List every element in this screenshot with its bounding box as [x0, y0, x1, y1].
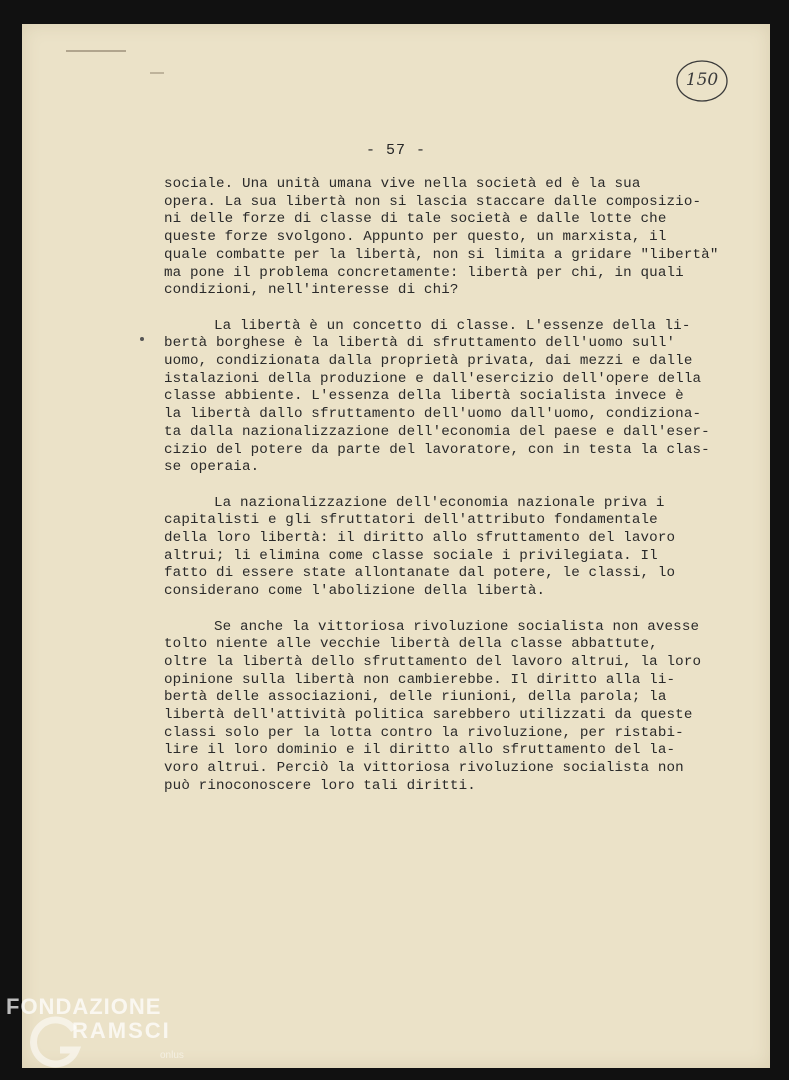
text-line: altrui; li elimina come classe sociale i privilegiata. Il — [164, 547, 658, 564]
text-line: cizio del potere da parte del lavoratore, con in testa la clas- — [164, 441, 710, 458]
paragraph — [164, 176, 764, 300]
paragraph — [164, 318, 764, 477]
text-line: lire il loro dominio e il diritto allo sfruttamento del la- — [164, 742, 676, 759]
document-page — [22, 24, 770, 1068]
text-line: la libertà dallo sfruttamento dell'uomo dall'uomo, condiziona- — [164, 406, 702, 423]
text-line: ta dalla nazionalizzazione dell'economia del paese e dall'eser- — [164, 423, 710, 440]
text-line: libertà dell'attività politica sarebbero utilizzati da queste — [164, 707, 693, 724]
text-line: classi solo per la lotta contro la rivoluzione, per ristabi- — [164, 724, 684, 741]
paragraph — [164, 619, 764, 796]
folio-number: 150 — [685, 70, 719, 90]
text-line: queste forze svolgono. Appunto per questo, un marxista, il — [164, 229, 667, 246]
text-line: ni delle forze di classe di tale società e dalle lotte che — [164, 211, 667, 228]
text-line: bertà delle associazioni, delle riunioni, della parola; la — [164, 689, 667, 706]
text-line: bertà borghese è la libertà di sfruttamento dell'uomo sull' — [164, 335, 676, 352]
text-line: oltre la libertà dello sfruttamento del lavoro altrui, la loro — [164, 653, 702, 670]
text-line: Se anche la vittoriosa rivoluzione socialista non avesse — [214, 618, 700, 635]
text-line: considerano come l'abolizione della libertà. — [164, 583, 546, 600]
watermark-line2: RAMSCI — [72, 1018, 171, 1043]
folio-stamp — [674, 58, 730, 104]
watermark-sub: onlus — [160, 1050, 184, 1061]
text-line: capitalisti e gli sfruttatori dell'attributo fondamentale — [164, 512, 658, 529]
text-line: quale combatte per la libertà, non si limita a gridare "libertà" — [164, 246, 719, 263]
text-line: La nazionalizzazione dell'economia nazionale priva i — [214, 494, 665, 511]
text-line: uomo, condizionata dalla proprietà privata, dai mezzi e dalle — [164, 353, 693, 370]
text-line: della loro libertà: il diritto allo sfruttamento del lavoro — [164, 530, 676, 547]
text-line: fatto di essere state allontanate dal potere, le classi, lo — [164, 565, 676, 582]
text-line: voro altrui. Perciò la vittoriosa rivoluzione socialista non — [164, 760, 684, 777]
text-line: opinione sulla libertà non cambierebbe. Il diritto alla li- — [164, 671, 676, 688]
text-line: opera. La sua libertà non si lascia staccare dalle composizio- — [164, 193, 702, 210]
watermark-line1: FONDAZIONE — [6, 994, 162, 1019]
ink-smudge — [150, 72, 164, 74]
fondazione-gramsci-watermark — [0, 990, 220, 1080]
text-line: può rinoconoscere loro tali diritti. — [164, 777, 476, 794]
text-line: sociale. Una unità umana vive nella società ed è la sua — [164, 176, 641, 192]
text-line: La libertà è un concetto di classe. L'essenze della li- — [214, 317, 691, 334]
paragraph — [164, 495, 764, 601]
stray-mark — [140, 337, 144, 341]
text-line: se operaia. — [164, 459, 260, 476]
text-line: condizioni, nell'interesse di chi? — [164, 282, 459, 299]
text-line: istalazioni della produzione e dall'esercizio dell'opere della — [164, 370, 702, 387]
text-line: ma pone il problema concretamente: libertà per chi, in quali — [164, 264, 684, 281]
text-line: classe abbiente. L'essenza della libertà socialista invece è — [164, 388, 684, 405]
ink-smudge — [66, 50, 126, 52]
document-body — [164, 176, 764, 813]
text-line: tolto niente alle vecchie libertà della classe abbattute, — [164, 636, 658, 653]
page-number: - 57 - — [365, 142, 426, 159]
